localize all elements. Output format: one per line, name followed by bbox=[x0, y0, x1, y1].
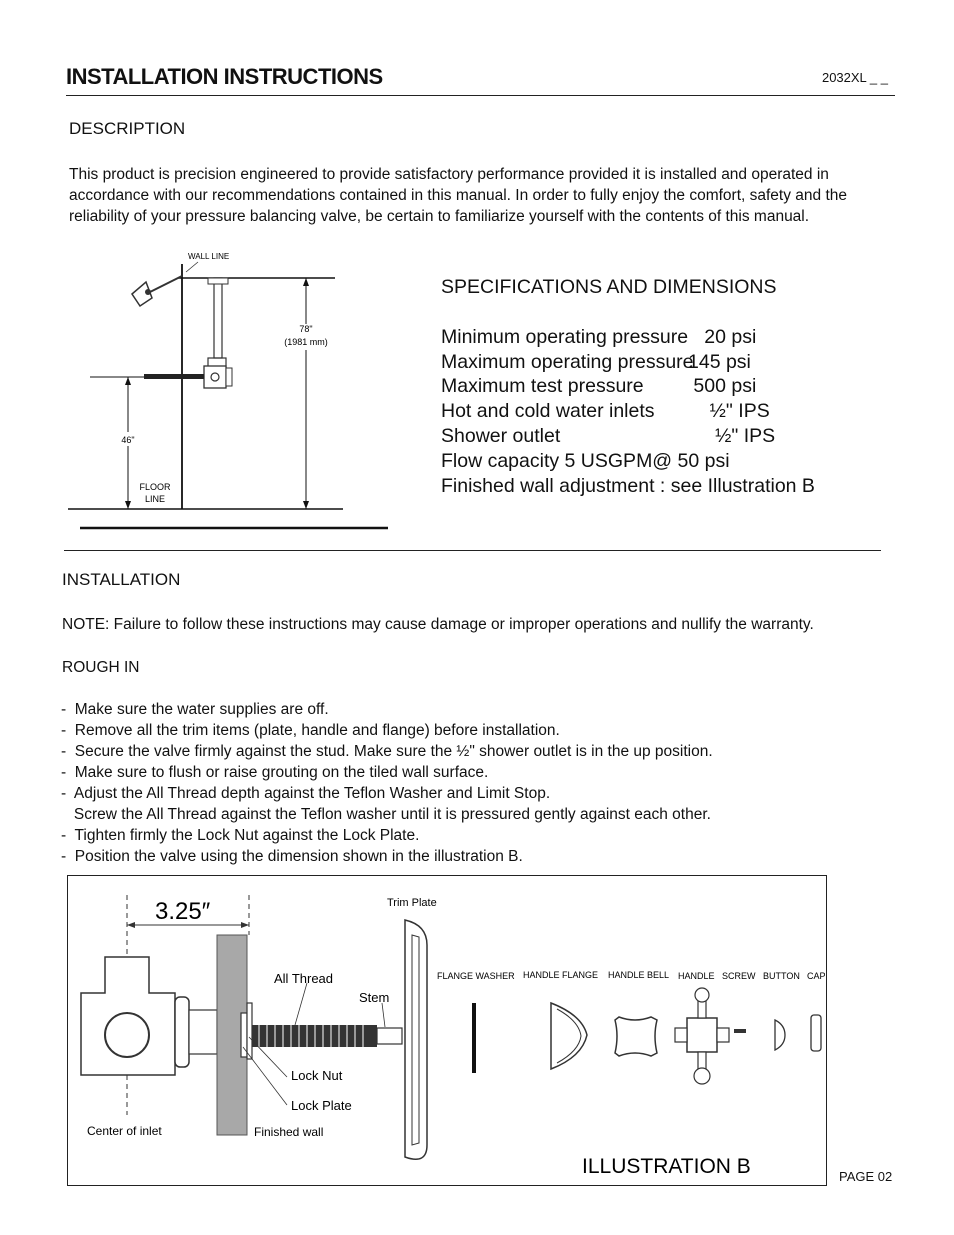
screw-part bbox=[734, 1029, 746, 1033]
specifications-block bbox=[441, 275, 815, 498]
specifications-heading: SPECIFICATIONS AND DIMENSIONS bbox=[441, 276, 777, 298]
cap-part bbox=[811, 1015, 821, 1051]
wall-line-label: WALL LINE bbox=[188, 252, 230, 261]
illustration-caption: ILLUSTRATION B bbox=[582, 1155, 751, 1178]
center-inlet-label: Center of inlet bbox=[87, 1124, 162, 1138]
spec-row bbox=[441, 399, 815, 424]
handle-bell-label: HANDLE BELL bbox=[608, 970, 670, 980]
rough-in-steps bbox=[61, 699, 713, 867]
spec-label: Minimum operating pressure bbox=[441, 325, 689, 348]
height-78-label: 78" bbox=[299, 324, 313, 334]
step-item: - Make sure to flush or raise grouting on the tiled wall surface. bbox=[61, 764, 489, 781]
step-item: - Tighten firmly the Lock Nut against the Lock Plate. bbox=[61, 827, 420, 844]
description-line: reliability of your pressure balancing valve, be certain to familiarize yourself with the contents of this manual. bbox=[69, 208, 810, 225]
lock-plate-label: Lock Plate bbox=[291, 1098, 352, 1113]
spec-label: Maximum test pressure bbox=[441, 375, 644, 398]
spec-value: ½" IPS bbox=[688, 400, 770, 423]
lock-nut-label: Lock Nut bbox=[291, 1068, 343, 1083]
spec-value: 145 psi bbox=[688, 350, 751, 373]
all-thread-label: All Thread bbox=[274, 971, 334, 986]
step-item: - Position the valve using the dimension shown in the illustration B. bbox=[61, 848, 523, 865]
description-line: accordance with our recommendations contained in this manual. In order to fully enjoy the comfort, safety and the bbox=[69, 187, 848, 204]
spec-row bbox=[441, 374, 815, 399]
step-item: - Secure the valve firmly against the stud. Make sure the ½" shower outlet is in the up position. bbox=[61, 743, 713, 760]
floor-line-label: FLOOR bbox=[139, 482, 171, 492]
header-divider bbox=[66, 95, 895, 96]
floor-line-label: LINE bbox=[144, 494, 166, 504]
handle-flange-label: HANDLE FLANGE bbox=[523, 970, 599, 980]
height-46-label: 46" bbox=[121, 435, 135, 445]
spec-finished-wall: Finished wall adjustment : see Illustration B bbox=[441, 474, 815, 497]
description-heading: DESCRIPTION bbox=[69, 119, 186, 138]
illustration-b bbox=[67, 875, 828, 1187]
button-part bbox=[775, 1020, 785, 1050]
spec-row bbox=[441, 424, 815, 449]
spec-label: Maximum operating pressure bbox=[441, 350, 694, 373]
spec-flow-capacity: Flow capacity 5 USGPM@ 50 psi bbox=[441, 449, 730, 472]
button-label: BUTTON bbox=[763, 971, 800, 981]
spec-label: Shower outlet bbox=[441, 424, 561, 447]
spec-row bbox=[441, 350, 815, 375]
cap-label: CAP bbox=[807, 971, 826, 981]
spec-value: ½" IPS bbox=[688, 424, 776, 447]
step-item: Screw the All Thread against the Teflon washer until it is pressured gently against each other. bbox=[61, 806, 711, 823]
height-78-mm-label: (1981 mm) bbox=[284, 337, 328, 347]
flange-washer-part bbox=[472, 1003, 476, 1073]
description-line: This product is precision engineered to provide satisfactory performance provided it is installed and operated in bbox=[69, 166, 829, 183]
spec-row bbox=[441, 325, 815, 350]
installation-heading: INSTALLATION bbox=[62, 570, 181, 589]
step-item: - Remove all the trim items (plate, handle and flange) before installation. bbox=[61, 722, 560, 739]
flange-washer-label: FLANGE WASHER bbox=[437, 971, 515, 981]
handle-part bbox=[675, 988, 729, 1084]
installation-note: NOTE: Failure to follow these instructions may cause damage or improper operations and nullify the warranty. bbox=[62, 616, 814, 633]
step-item: - Adjust the All Thread depth against the Teflon Washer and Limit Stop. bbox=[61, 785, 551, 802]
handle-label: HANDLE bbox=[678, 971, 715, 981]
handle-bell-part bbox=[615, 1017, 657, 1056]
page-number: PAGE 02 bbox=[839, 1169, 893, 1184]
description-text bbox=[69, 164, 847, 227]
trim-plate-label: Trim Plate bbox=[387, 897, 437, 909]
screw-label: SCREW bbox=[722, 971, 756, 981]
rough-in-heading: ROUGH IN bbox=[62, 659, 140, 676]
page-title: INSTALLATION INSTRUCTIONS bbox=[66, 64, 383, 89]
handle-flange-part bbox=[551, 1003, 587, 1069]
section-divider bbox=[64, 550, 881, 551]
spec-value: 500 psi bbox=[688, 375, 757, 398]
stem-label: Stem bbox=[359, 990, 390, 1005]
model-number: 2032XL _ _ bbox=[821, 70, 888, 85]
dimension-label: 3.25″ bbox=[155, 898, 211, 925]
finished-wall-label: Finished wall bbox=[254, 1125, 324, 1139]
step-item: - Make sure the water supplies are off. bbox=[61, 701, 329, 718]
spec-label: Hot and cold water inlets bbox=[441, 400, 655, 423]
shower-elevation-diagram bbox=[60, 244, 400, 539]
spec-value: 20 psi bbox=[688, 325, 757, 348]
